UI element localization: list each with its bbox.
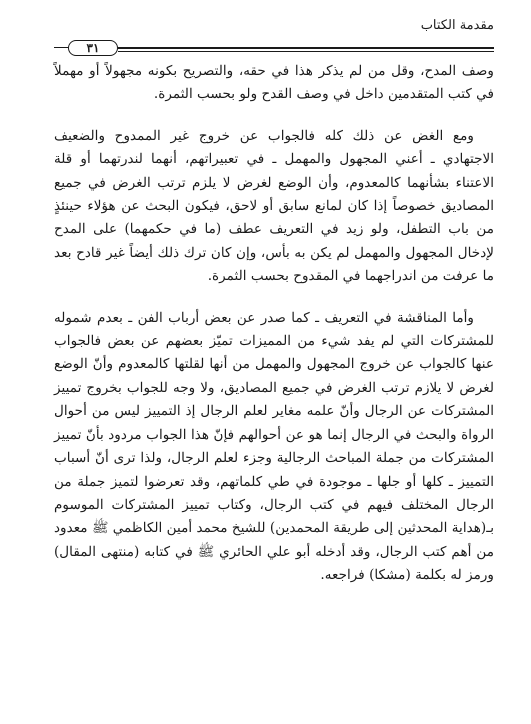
header-title: مقدمة الكتاب xyxy=(420,18,494,33)
header-rule-left xyxy=(54,47,68,48)
page-number-badge xyxy=(68,40,118,56)
paragraph-1: وصف المدح، وقل من لم يذكر هذا في حقه، والتصريح بكونه مجهولاً أو مهملاً في كتب المتقدمين داخل في وصف القدح ولو بحسب الثمرة. xyxy=(54,63,494,103)
page-body xyxy=(54,60,494,588)
header-rule xyxy=(118,47,494,49)
paragraph-2: ومع الغض عن ذلك كله فالجواب عن خروج غير الممدوح والضعيف الاجتهادي ـ أعني المجهول والمهمل ـ في تعبيراتهم، أنهما لندرتهما أو قلة الاعتناء بشأنهما كالمعدوم، وأن الوضع لغرض لا يلزم ترتب الغرض في جميع المصاديق خصوصاً إذا كان لمانع سابق أو لاحق، فيكون البحث عن هؤلاء حينئذٍ من باب التطفل، ولو زيد في التعريف عطف (ما في حكمهما) على المدح لإدخال المجهول والمهمل لم يكن به بأس، وإن كان ترك ذلك أيضاً غير قادح بعد ما عرفت من اندراجهما في المقدوح بحسب الثمرة. xyxy=(54,127,494,285)
page-header xyxy=(54,10,494,55)
header-rule-underline xyxy=(118,51,494,52)
page-number: ٣١ xyxy=(86,41,100,55)
paragraph-3: وأما المناقشة في التعريف ـ كما صدر عن بعض أرباب الفن ـ بعدم شموله للمشتركات التي لم يفد شيء من المميزات تميّز بعضهم عن بعض فالجواب عنها كالجواب عن خروج المجهول والمهمل من أنها لقلتها كالمعدوم وأنّ الوضع لغرض لا يلازم ترتب الغرض في جميع المصاديق، ولا وجه للجواب بخروج تمييز المشتركات عن الرجال وأنّ علمه مغاير لعلم الرجال إذ التمييز ليس من أحوال الرواة والبحث في الرجال إنما هو عن أحوالهم فإنّ هذا الجواب مردود بأنّ تمييز المشتركات من جملة المباحث الرجالية وجزء لعلم الرجال، ولذا ترى أنّ أسباب التمييز ـ كلها أو جلها ـ موجودة في طي كلماتهم، وقد تعرضوا لتميز جملة من الرجال المختلف فيهم في كتب الرجال، وكتاب تمييز المشتركات الموسوم بـ(هداية المحدثين إلى طريقة المحمدين) للشيخ محمد أمين الكاظمي ﷺ معدود من أهم كتب الرجال، وقد أدخله أبو علي الحائري ﷺ في كتابه (منتهى المقال) ورمز له بكلمة (مشكا) فراجعه. xyxy=(54,309,494,584)
